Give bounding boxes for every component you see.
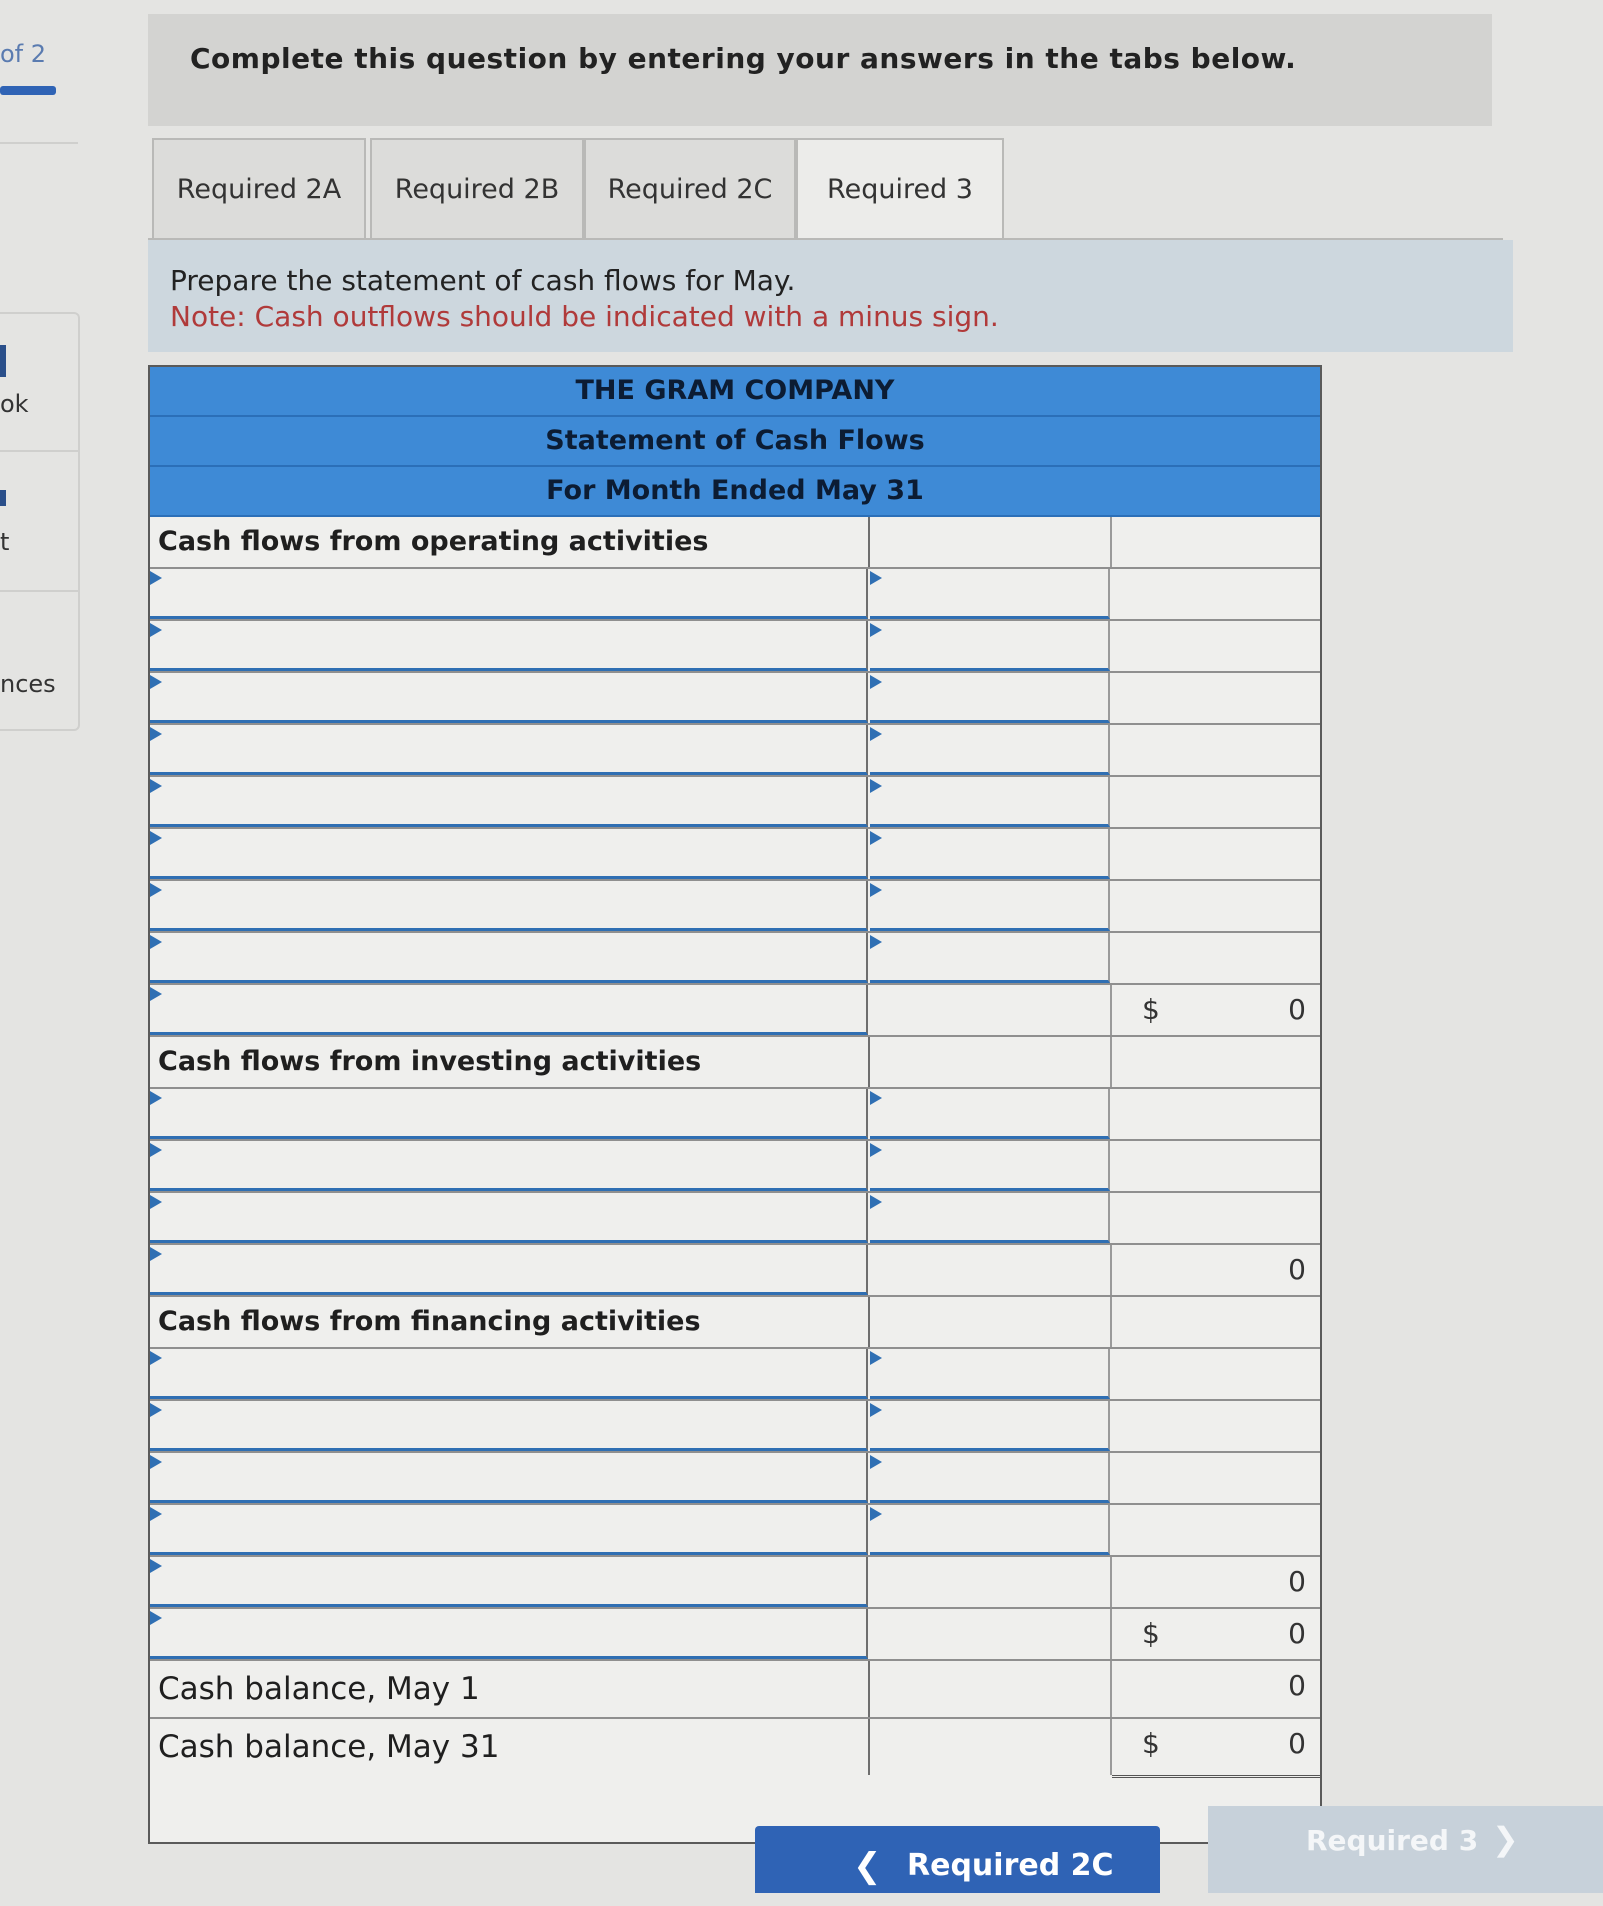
operating-row: [150, 829, 1320, 881]
dropdown-arrow-icon: [150, 1143, 162, 1157]
dropdown-arrow-icon: [150, 1351, 162, 1365]
operating-row: [150, 569, 1320, 621]
dropdown-arrow-icon: [870, 935, 882, 949]
operating-description-select[interactable]: [150, 621, 868, 671]
financing-row: [150, 1453, 1320, 1505]
operating-description-select[interactable]: [150, 777, 868, 827]
operating-total-cell: [1112, 569, 1320, 619]
cash-begin-amount: [1112, 1661, 1320, 1717]
dropdown-arrow-icon: [150, 1455, 162, 1469]
dropdown-arrow-icon: [870, 779, 882, 793]
sidebar-divider: [0, 590, 78, 592]
dropdown-arrow-icon: [150, 1247, 162, 1261]
question-pager[interactable]: of 2: [0, 40, 47, 68]
investing-total-cell: [1112, 1089, 1320, 1139]
financing-row: [150, 1401, 1320, 1453]
next-tab-button[interactable]: [1208, 1806, 1603, 1893]
financing-total-spacer: [870, 1557, 1112, 1607]
dropdown-arrow-icon: [870, 1507, 882, 1521]
investing-amount-input[interactable]: [870, 1193, 1110, 1243]
dropdown-arrow-icon: [870, 1455, 882, 1469]
chevron-right-icon: ❯: [1492, 1820, 1519, 1858]
financing-description-select[interactable]: [150, 1505, 868, 1555]
operating-total-amount: [1112, 985, 1320, 1035]
pager-progress-bar: [0, 86, 56, 95]
financing-description-select[interactable]: [150, 1401, 868, 1451]
net-change-spacer: [870, 1609, 1112, 1659]
financing-amount-input[interactable]: [870, 1453, 1110, 1503]
operating-total-cell: [1112, 777, 1320, 827]
operating-description-select[interactable]: [150, 881, 868, 931]
net-change-row: [150, 1609, 1320, 1661]
operating-amount-input[interactable]: [870, 829, 1110, 879]
statement-title: Statement of Cash Flows: [150, 417, 1320, 467]
financing-amount-input[interactable]: [870, 1349, 1110, 1399]
dropdown-arrow-icon: [150, 935, 162, 949]
operating-total-cell: [1112, 673, 1320, 723]
previous-tab-button[interactable]: [755, 1826, 1160, 1893]
operating-total-cell: [1112, 829, 1320, 879]
investing-amount-input[interactable]: [870, 1141, 1110, 1191]
operating-description-select[interactable]: [150, 569, 868, 619]
cash-begin-label: Cash balance, May 1: [158, 1671, 480, 1707]
left-sidebar: [0, 0, 80, 1893]
operating-amount-input[interactable]: [870, 673, 1110, 723]
investing-description-select[interactable]: [150, 1141, 868, 1191]
operating-header-row: [150, 517, 1320, 569]
dropdown-arrow-icon: [870, 623, 882, 637]
financing-amount-input[interactable]: [870, 1401, 1110, 1451]
currency-symbol: $: [1142, 1617, 1160, 1650]
dropdown-arrow-icon: [150, 1195, 162, 1209]
dropdown-arrow-icon: [870, 831, 882, 845]
operating-amount-input[interactable]: [870, 881, 1110, 931]
operating-amount-input[interactable]: [870, 725, 1110, 775]
dropdown-arrow-icon: [150, 883, 162, 897]
cash-begin-value: 0: [1288, 1669, 1306, 1702]
operating-total-cell: [1112, 725, 1320, 775]
operating-row: [150, 621, 1320, 673]
investing-total-amount: [1112, 1245, 1320, 1295]
dropdown-arrow-icon: [870, 675, 882, 689]
operating-total-cell: [1112, 933, 1320, 983]
operating-section-label: Cash flows from operating activities: [158, 526, 709, 557]
investing-description-select[interactable]: [150, 1193, 868, 1243]
financing-total-cell: [1112, 1349, 1320, 1399]
dropdown-arrow-icon: [150, 1507, 162, 1521]
investing-total-select[interactable]: [150, 1245, 868, 1295]
operating-row: [150, 881, 1320, 933]
dropdown-arrow-icon: [150, 1611, 162, 1625]
banner-text: Complete this question by entering your answers in the tabs below.: [190, 42, 1297, 75]
investing-total-value: 0: [1288, 1253, 1306, 1286]
operating-total-spacer: [870, 985, 1112, 1035]
cash-end-value: 0: [1288, 1727, 1306, 1760]
cash-end-row: [150, 1719, 1320, 1775]
dropdown-arrow-icon: [870, 1143, 882, 1157]
investing-row: [150, 1089, 1320, 1141]
instruction-text: Prepare the statement of cash flows for May.: [170, 264, 796, 297]
cash-flow-statement: [148, 365, 1322, 1844]
dropdown-arrow-icon: [870, 1195, 882, 1209]
tab-required-2a[interactable]: Required 2A: [152, 138, 366, 240]
dropdown-arrow-icon: [150, 1091, 162, 1105]
cash-end-label: Cash balance, May 31: [158, 1729, 500, 1765]
dropdown-arrow-icon: [870, 571, 882, 585]
dropdown-arrow-icon: [870, 1091, 882, 1105]
cash-begin-row: [150, 1661, 1320, 1719]
financing-total-amount: [1112, 1557, 1320, 1607]
investing-description-select[interactable]: [150, 1089, 868, 1139]
financing-section-label: Cash flows from financing activities: [158, 1306, 701, 1337]
financing-row: [150, 1349, 1320, 1401]
dropdown-arrow-icon: [150, 1403, 162, 1417]
operating-total-cell: [1112, 621, 1320, 671]
next-tab-label: Required 3: [1306, 1824, 1479, 1857]
dropdown-arrow-icon: [150, 727, 162, 741]
dropdown-arrow-icon: [150, 779, 162, 793]
financing-total-cell: [1112, 1505, 1320, 1555]
dropdown-arrow-icon: [870, 1351, 882, 1365]
financing-total-cell: [1112, 1453, 1320, 1503]
financing-header-row: [150, 1297, 1320, 1349]
operating-amount-input[interactable]: [870, 933, 1110, 983]
investing-header-row: [150, 1037, 1320, 1089]
dropdown-arrow-icon: [150, 623, 162, 637]
tab-required-3[interactable]: Required 3: [796, 138, 1004, 242]
tab-required-2c[interactable]: Required 2C: [584, 138, 796, 240]
sidebar-item-references[interactable]: nces: [0, 670, 56, 698]
operating-description-select[interactable]: [150, 673, 868, 723]
investing-row: [150, 1141, 1320, 1193]
dropdown-arrow-icon: [150, 571, 162, 585]
statement-period: For Month Ended May 31: [150, 467, 1320, 517]
operating-description-select[interactable]: [150, 725, 868, 775]
financing-amount-input[interactable]: [870, 1505, 1110, 1555]
investing-total-cell: [1112, 1141, 1320, 1191]
sidebar-marker: [0, 345, 6, 377]
operating-total-cell: [1112, 881, 1320, 931]
instruction-note: Note: Cash outflows should be indicated with a minus sign.: [170, 300, 999, 333]
dropdown-arrow-icon: [150, 987, 162, 1001]
investing-row: [150, 1193, 1320, 1245]
financing-total-row: [150, 1557, 1320, 1609]
operating-amount-input[interactable]: [870, 621, 1110, 671]
operating-description-select[interactable]: [150, 933, 868, 983]
operating-amount-input[interactable]: [870, 777, 1110, 827]
instructions-box: [148, 240, 1513, 352]
sidebar-panel: [0, 312, 80, 731]
financing-description-select[interactable]: [150, 1349, 868, 1399]
tab-required-2b[interactable]: Required 2B: [370, 138, 584, 240]
previous-tab-label: Required 2C: [907, 1848, 1114, 1883]
instruction-banner: [148, 14, 1492, 126]
investing-total-row: [150, 1245, 1320, 1297]
investing-total-cell: [1112, 1193, 1320, 1243]
dropdown-arrow-icon: [150, 831, 162, 845]
currency-symbol: $: [1142, 993, 1160, 1026]
sidebar-divider: [0, 450, 78, 452]
sidebar-marker: [0, 490, 6, 506]
operating-row: [150, 725, 1320, 777]
net-change-select[interactable]: [150, 1609, 868, 1659]
financing-total-select[interactable]: [150, 1557, 868, 1607]
sidebar-item-ebook[interactable]: ok: [0, 390, 29, 418]
dropdown-arrow-icon: [150, 675, 162, 689]
operating-total-row: [150, 985, 1320, 1037]
operating-total-value: 0: [1288, 993, 1306, 1026]
net-change-value: 0: [1288, 1617, 1306, 1650]
operating-row: [150, 933, 1320, 985]
cash-end-amount: [1112, 1719, 1320, 1778]
dropdown-arrow-icon: [870, 1403, 882, 1417]
operating-total-select[interactable]: [150, 985, 868, 1035]
sidebar-divider: [0, 142, 78, 144]
sidebar-item-print[interactable]: t: [0, 528, 10, 556]
investing-section-label: Cash flows from investing activities: [158, 1046, 702, 1077]
financing-row: [150, 1505, 1320, 1557]
currency-symbol: $: [1142, 1727, 1160, 1760]
operating-row: [150, 673, 1320, 725]
financing-description-select[interactable]: [150, 1453, 868, 1503]
financing-total-cell: [1112, 1401, 1320, 1451]
net-change-amount: [1112, 1609, 1320, 1659]
operating-row: [150, 777, 1320, 829]
investing-total-spacer: [870, 1245, 1112, 1295]
dropdown-arrow-icon: [870, 727, 882, 741]
dropdown-arrow-icon: [870, 883, 882, 897]
company-name: THE GRAM COMPANY: [150, 367, 1320, 417]
operating-amount-input[interactable]: [870, 569, 1110, 619]
financing-total-value: 0: [1288, 1565, 1306, 1598]
dropdown-arrow-icon: [150, 1559, 162, 1573]
operating-description-select[interactable]: [150, 829, 868, 879]
investing-amount-input[interactable]: [870, 1089, 1110, 1139]
chevron-left-icon: ❮: [853, 1846, 882, 1886]
